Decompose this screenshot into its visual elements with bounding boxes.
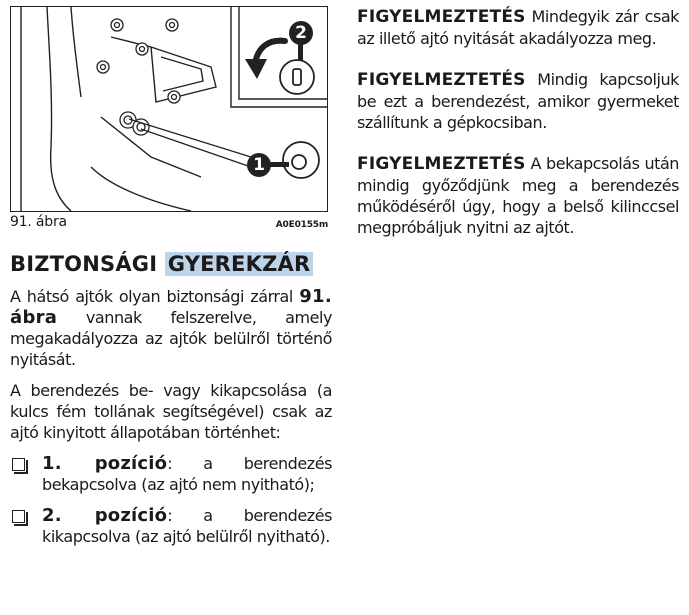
figure-code: A0E0155m <box>275 220 328 230</box>
warning-3-text: A bekapcsolás után mindig győződjünk meg a berendezés működéséről úgy, hogy a belső kilinccsel megpróbáljuk nyitni az ajtót. <box>357 154 679 237</box>
figure-reference: 91. ábra <box>10 286 332 328</box>
warning-1-label: FIGYELMEZTETÉS <box>357 7 526 27</box>
left-column <box>10 6 332 557</box>
warning-3 <box>357 153 679 238</box>
warning-2-label: FIGYELMEZTETÉS <box>357 70 526 90</box>
bullet-position-2 <box>10 505 332 547</box>
bullet-position-1 <box>10 453 332 495</box>
paragraph-intro <box>10 286 332 370</box>
warning-3-label: FIGYELMEZTETÉS <box>357 154 526 174</box>
warning-1 <box>357 6 679 49</box>
bullet-1-text: : a berendezés bekapcsolva (az ajtó nem nyitható); <box>42 454 332 494</box>
bullet-2-position: 2. pozíció <box>42 505 168 526</box>
warning-2-text: Mindig kapcsoljuk be ezt a berendezést, amikor gyermeket szállítunk a gépkocsiban. <box>357 70 679 132</box>
figure-caption: 91. ábra <box>10 214 67 230</box>
figure-caption-row <box>10 214 328 230</box>
callout-1-label: 1 <box>253 155 265 175</box>
door-lock-drawing <box>11 7 327 211</box>
section-title-highlight: GYEREKZÁR <box>165 252 314 276</box>
callout-2-bar <box>298 43 303 61</box>
bullet-2-text: : a berendezés kikapcsolva (az ajtó belülről nyitható). <box>42 506 332 546</box>
door-lock-illustration <box>10 6 328 212</box>
paragraph-usage: A berendezés be- vagy kikapcsolása (a kulcs fém tollának segítségével) csak az ajtó kinyitott állapotában történhet: <box>10 381 332 442</box>
p1-before: A hátsó ajtók olyan biztonsági zárral <box>10 287 300 306</box>
checkbox-bullet-icon <box>12 458 25 471</box>
checkbox-bullet-icon <box>12 510 25 523</box>
callout-2-badge <box>289 21 313 45</box>
bullet-1-position: 1. pozíció <box>42 453 168 474</box>
right-column <box>357 6 679 258</box>
section-title <box>10 252 332 276</box>
callout-1-bar <box>269 162 289 167</box>
p1-after: vannak felszerelve, amely megakadályozza az ajtók belülről történő nyitását. <box>10 308 332 369</box>
callout-2-label: 2 <box>295 23 307 43</box>
callout-1-badge <box>247 153 271 177</box>
warning-2 <box>357 69 679 133</box>
warning-1-text: Mindegyik zár csak az illető ajtó nyitását akadályozza meg. <box>357 7 679 48</box>
section-title-part1: BIZTONSÁGI <box>10 252 158 276</box>
